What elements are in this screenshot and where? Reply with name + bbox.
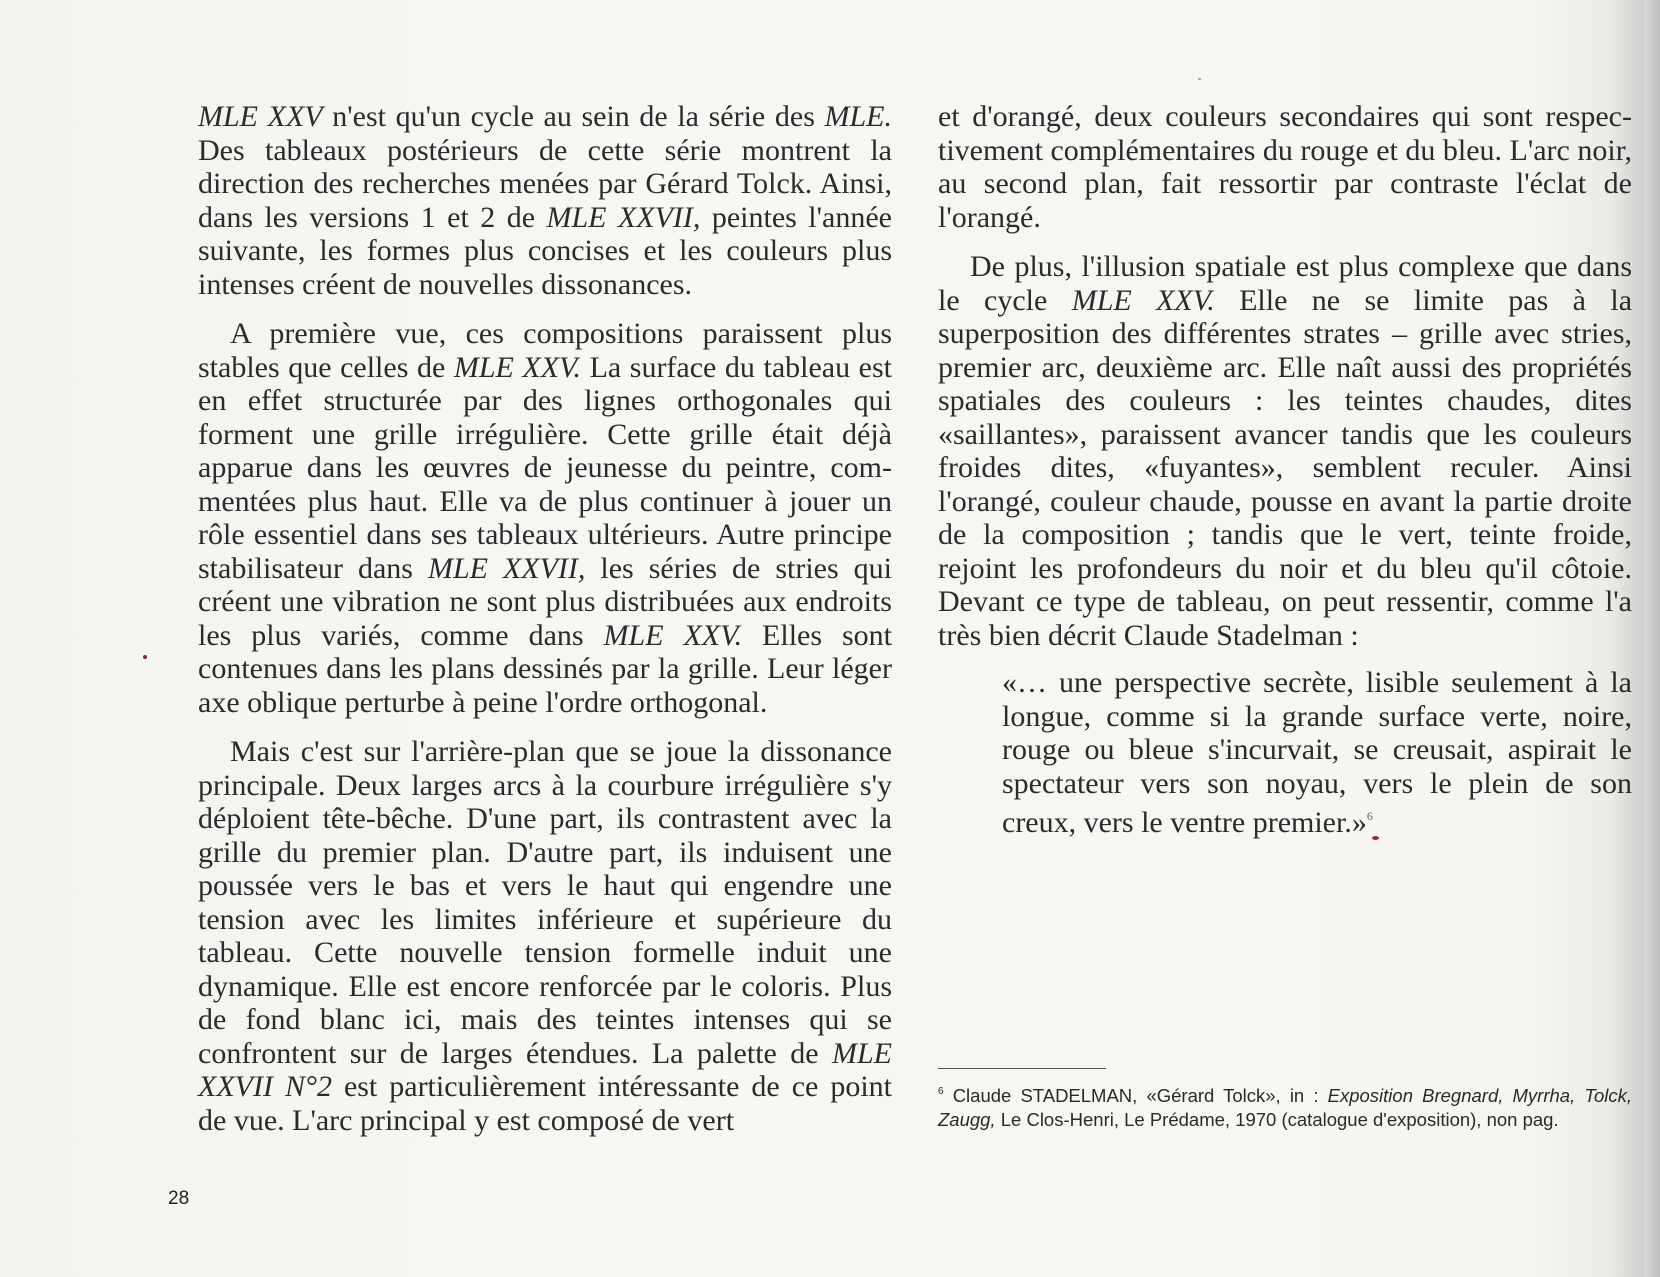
work-title: MLE XXVII, — [546, 200, 701, 234]
footnote-text: Claude STADELMAN, «Gérard Tolck», in : — [943, 1085, 1328, 1106]
text-run: La surface du tableau est en effet structurée par des lignes orthogonales qui forment une grille irrégulière. Cette grille était déjà apparue dans les œuvres de jeunesse du peintre, commentées plus haut. Elle va de plus continuer à jouer un rôle essentiel dans ses tableaux ultérieurs. Autre principe stabilisateur dans — [198, 350, 892, 585]
text-run: peintes l'année suivante, les formes plus concises et les couleurs plus intenses créent de nouvelles dissonances. — [198, 200, 892, 301]
footnote — [938, 1080, 1632, 1132]
text-run: A première vue, ces compositions paraissent plus stables que celles de — [198, 317, 892, 384]
paragraph-continued: et d'orangé, deux couleurs secondaires qui sont respectivement complémentaires du rouge et du bleu. L'arc noir, au second plan, fait ressortir par contraste l'éclat de l'orangé. — [938, 100, 1632, 234]
text-run: n'est qu'un cycle au sein de la série des — [322, 100, 825, 133]
footnote-number: 6 — [938, 1086, 944, 1097]
work-title: MLE XXV — [198, 100, 323, 133]
text-run: est particulièrement intéressante de ce point de vue. L'arc principal y est composé de vert — [198, 1070, 892, 1137]
text-run: les séries de stries qui créent une vibration ne sont plus distribuées aux endroits les plus variés, comme dans — [198, 551, 892, 652]
work-title: MLE XXV. — [1071, 283, 1215, 317]
work-title: MLE XXV. — [603, 618, 743, 652]
page-number: 28 — [168, 1188, 190, 1209]
text-run: De plus, l'illusion spatiale est plus complexe que dans le cycle — [938, 250, 1632, 317]
text-run: Des tableaux postérieurs de cette série montrent la direction des recherches menées par Gérard Tolck. Ainsi, dans les versions 1 et 2 de — [198, 133, 892, 234]
footnote-reference[interactable]: 6 — [1366, 809, 1373, 823]
quote-text: «… une perspective secrète, lisible seulement à la longue, comme si la grande surface verte, noire, rouge ou bleue s'incurvait, se creusait, aspirait le spectateur vers son noyau, vers le plein de son creux, vers le ventre premier.» — [1002, 666, 1632, 839]
text-run: Mais c'est sur l'arrière-plan que se joue la dissonance principale. Deux larges arcs à la courbure irrégulière s'y déploient tête-bêche. D'une part, ils contrastent avec la grille du premier plan. D'autre part, ils induisent une poussée vers le bas et vers le haut qui engendre une tension avec les limites inférieure et supérieure du tableau. Cette nouvelle tension formelle induit une dynamique. Elle est encore renforcée par le coloris. Plus de fond blanc ici, mais des teintes intenses qui se confrontent sur de larges étendues. La palette de — [198, 735, 892, 1070]
footnote-divider — [938, 1068, 1106, 1069]
right-column — [938, 100, 1632, 840]
paragraph-2 — [198, 317, 892, 719]
work-title: MLE XXV. — [453, 350, 581, 384]
text-run: Elle ne se limite pas à la superposition des différentes strates – grille avec stries, premier arc, deuxième arc. Elle naît aussi des propriétés spatiales des couleurs : les teintes chaudes, dites «saillantes», paraissent avancer tandis que les couleurs froides dites, «fuyantes», semblent reculer. Ainsi l'orangé, couleur chaude, pousse en avant la partie droite de la composition ; tandis que le vert, teinte froide, rejoint les profondeurs du noir et du bleu qu'il côtoie. Devant ce type de tableau, on peut ressentir, comme l'a très bien décrit Claude Stadelman : — [938, 283, 1633, 652]
footnote-title: Exposition Bregnard, Myrrha, Tolck, Zaugg, — [938, 1085, 1632, 1130]
paragraph-1 — [198, 100, 892, 301]
ink-speck — [1198, 78, 1201, 80]
work-title: MLE XXVII N°2 — [198, 1036, 892, 1103]
text-run: Elles sont contenues dans les plans dessinés par la grille. Leur léger axe oblique perturbe à peine l'ordre orthogonal. — [198, 618, 892, 719]
paragraph-4 — [938, 250, 1632, 652]
ink-speck — [143, 655, 147, 659]
ink-speck — [1372, 836, 1379, 840]
work-title: MLE XXVII, — [427, 551, 586, 585]
work-title: MLE. — [824, 100, 892, 133]
block-quote — [1002, 666, 1632, 840]
paragraph-3 — [198, 735, 892, 1137]
page-edge-shadow — [1644, 0, 1660, 1277]
left-column — [198, 100, 892, 1137]
footnote-text: Le Clos-Henri, Le Prédame, 1970 (catalogue d'exposition), non pag. — [995, 1109, 1559, 1130]
